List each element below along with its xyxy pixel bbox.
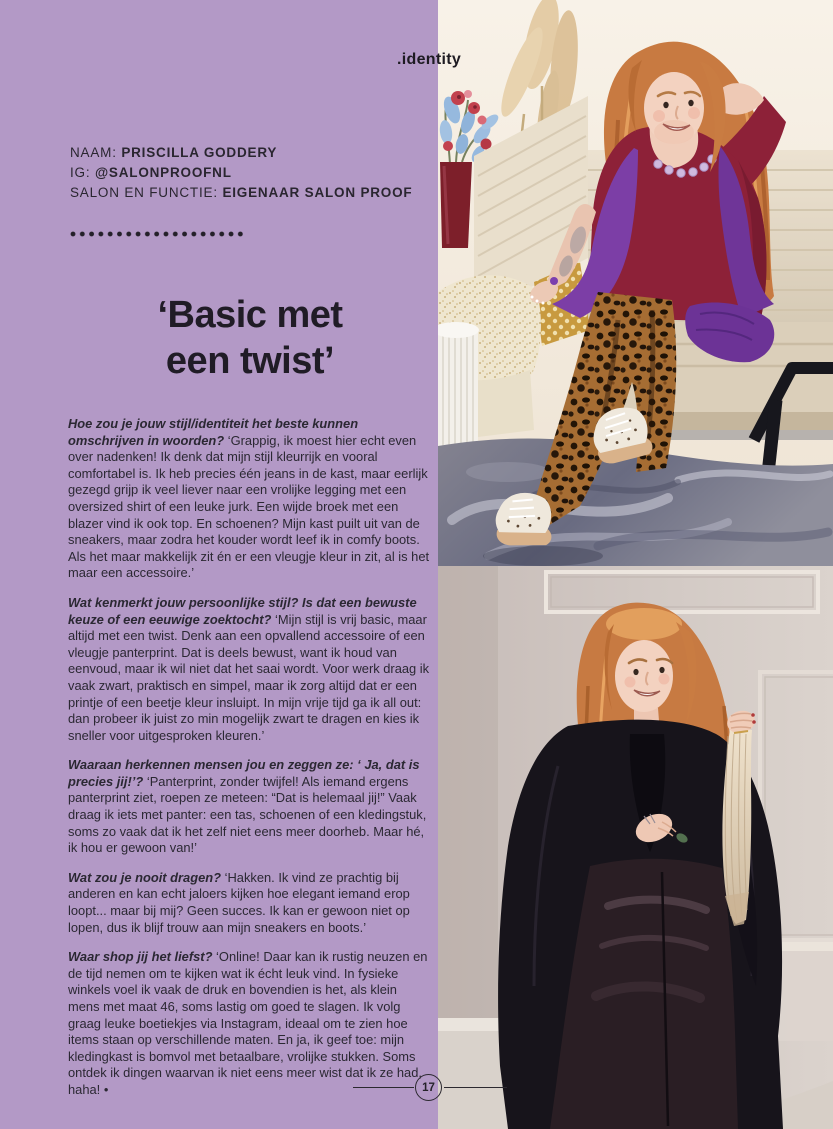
qa-paragraph: [68, 870, 431, 936]
profile-row-role: [70, 183, 412, 203]
interview-body: [68, 416, 431, 1112]
answer-text: ‘Panterprint, zonder twijfel! Als iemand ergens panterprint ziet, roepen ze meteen: “Dat is helemaal jij!” Vaak draag ik iets met panter: een tas, schoenen of een kledingstuk, soms zo vaak dat ik het zelf niet eens meer doorheb. Maar hé, ik hou er gewoon van!’: [68, 773, 427, 856]
photo-bottom-illustration: [438, 566, 833, 1129]
profile-row-name: [70, 143, 412, 163]
profile-info: [70, 143, 412, 203]
face: [644, 72, 704, 144]
page-number-badge: [415, 1074, 442, 1101]
answer-text: ‘Grappig, ik moest hier echt even over nadenken! Ik denk dat mijn stijl kleurrijk en vooral comfortabel is. Ik heb precies één jeans in de kast, maar eerlijk gezegd grijp ik veel liever naar een vrolijke legging met een oversized shirt of een leuke jurk. Een wijde broek met een blazer vind ik ook top. En schoenen? Mijn kast puilt uit van de sneakers, maar zodra het kouder wordt leef ik in comfy boots. Als het maar makkelijk zit én er een vleugje kleur in zit, al is het maar een accessoire.’: [68, 432, 430, 581]
page-number: 17: [422, 1081, 435, 1094]
face: [615, 640, 673, 712]
ig-value: @SALONPROOFNL: [94, 165, 232, 180]
question-text: Waar shop jij het liefst?: [68, 949, 213, 965]
article-headline: [70, 292, 430, 384]
qa-paragraph: [68, 416, 431, 582]
question-text: Wat zou je nooit dragen?: [68, 869, 222, 885]
role-label: SALON EN FUNCTIE:: [70, 185, 218, 200]
name-label: NAAM:: [70, 145, 117, 160]
question-text: Waaraan herkennen mensen jou en zeggen ze: ‘ Ja, dat is precies jij!’?: [68, 757, 420, 789]
qa-paragraph: [68, 757, 431, 857]
qa-paragraph: [68, 949, 431, 1098]
photo-salon-bench: [438, 0, 833, 566]
question-text: Wat kenmerkt jouw persoonlijke stijl? Is dat een bewuste keuze of een eeuwige zoektocht?: [68, 594, 417, 627]
page-number-rule-right: [444, 1087, 507, 1088]
answer-text: ‘Online! Daar kan ik rustig neuzen en de tijd nemen om te kijken wat ik écht leuk vind. In fysieke winkels voel ik vaak de druk en bovendien is het, als klein mens met maat 46, soms lastig om goed te slagen. Ik volg graag leuke boetiekjes via Instagram, ideaal om te zien hoe items staan op verschillende maten. En ja, ik geef toe: mijn kledingkast is bomvol met betaalbare, vrolijke stukken. Soms ontdek ik dingen waarvan ik niet eens meer wist dat ik ze had, haha! •: [68, 949, 428, 1097]
photo-hair-extension: [438, 566, 833, 1129]
answer-text: ‘Mijn stijl is vrij basic, maar altijd met een twist. Denk aan een opvallend accessoire of een vleugje panterprint. Dat is deels bewust, want ik houd van eenvoud, maar ik wil niet dat het saai wordt. Voor werk draag ik vaak zwart, praktisch en simpel, maar ik zorg altijd dat er een printje of een beetje kleur insluipt. In mijn vrije tijd ga ik all out: dan probeer ik juist zo min mogelijk zwart te dragen en kies ik sneller voor uitgesproken kleuren.’: [68, 611, 430, 743]
qa-paragraph: [68, 595, 431, 744]
ig-label: IG:: [70, 165, 91, 180]
role-value: EIGENAAR SALON PROOF: [222, 185, 413, 200]
dotted-divider: [70, 231, 247, 237]
photo-top-illustration: [438, 0, 833, 566]
blonde-extension: [722, 728, 752, 926]
profile-row-ig: [70, 163, 412, 183]
page-number-rule-left: [353, 1087, 414, 1088]
headline-line-2: een twist’: [165, 340, 335, 382]
name-value: PRISCILLA GODDERY: [121, 145, 278, 160]
answer-text: ‘Hakken. Ik vind ze prachtig bij anderen en kan echt jaloers kijken hoe elegant iemand erop loopt... maar bij mij? Geen succes. Ik kan er gewoon niet op lopen, dus ik blijf trouw aan mijn sneakers en boots.’: [68, 869, 410, 935]
section-label: .identity: [397, 51, 462, 68]
headline-line-1: ‘Basic met: [157, 294, 343, 336]
question-text: Hoe zou je jouw stijl/identiteit het beste kunnen omschrijven in woorden?: [68, 416, 359, 448]
